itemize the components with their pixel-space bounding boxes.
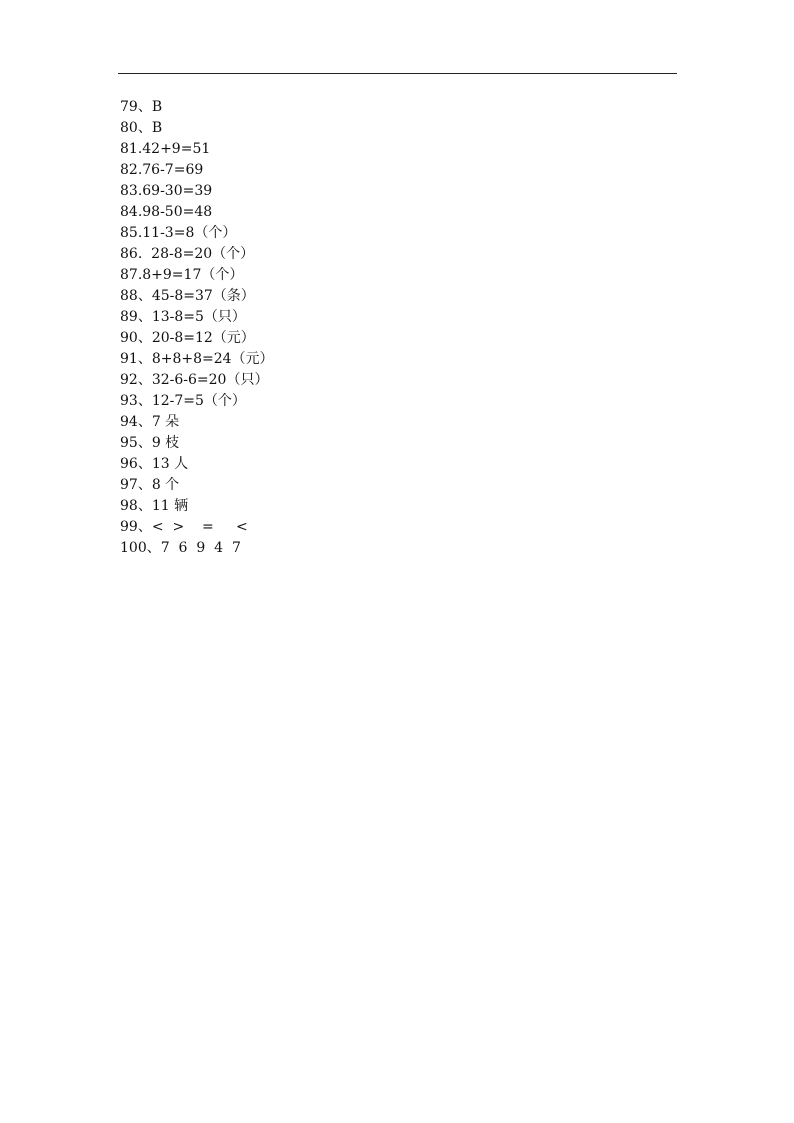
answer-line: 96、13 人 [120, 456, 189, 472]
answer-line: 80、B [120, 120, 163, 136]
answer-line: 94、7 朵 [120, 414, 180, 430]
answer-line: 82.76-7=69 [120, 162, 204, 178]
answer-line: 98、11 辆 [120, 498, 189, 514]
answer-line: 99、< > = < [120, 519, 248, 535]
answer-line: 89、13-8=5（只） [120, 309, 246, 325]
answer-line: 86. 28-8=20（个） [120, 246, 255, 262]
answer-line: 100、7 6 9 4 7 [120, 540, 241, 556]
answer-line: 83.69-30=39 [120, 183, 213, 199]
answer-line: 95、9 枝 [120, 435, 180, 451]
answer-line: 87.8+9=17（个） [120, 267, 244, 283]
answer-line: 88、45-8=37（条） [120, 288, 255, 304]
answer-line: 81.42+9=51 [120, 141, 211, 157]
answer-line: 97、8 个 [120, 477, 180, 493]
answer-line: 92、32-6-6=20（只） [120, 372, 269, 388]
answer-line: 84.98-50=48 [120, 204, 213, 220]
answer-line: 90、20-8=12（元） [120, 330, 255, 346]
answer-line: 91、8+8+8=24（元） [120, 351, 274, 367]
header-rule [118, 73, 677, 74]
answer-line: 79、B [120, 99, 163, 115]
answer-line: 93、12-7=5（个） [120, 393, 246, 409]
answer-line: 85.11-3=8（个） [120, 225, 237, 241]
answer-list [120, 97, 660, 559]
